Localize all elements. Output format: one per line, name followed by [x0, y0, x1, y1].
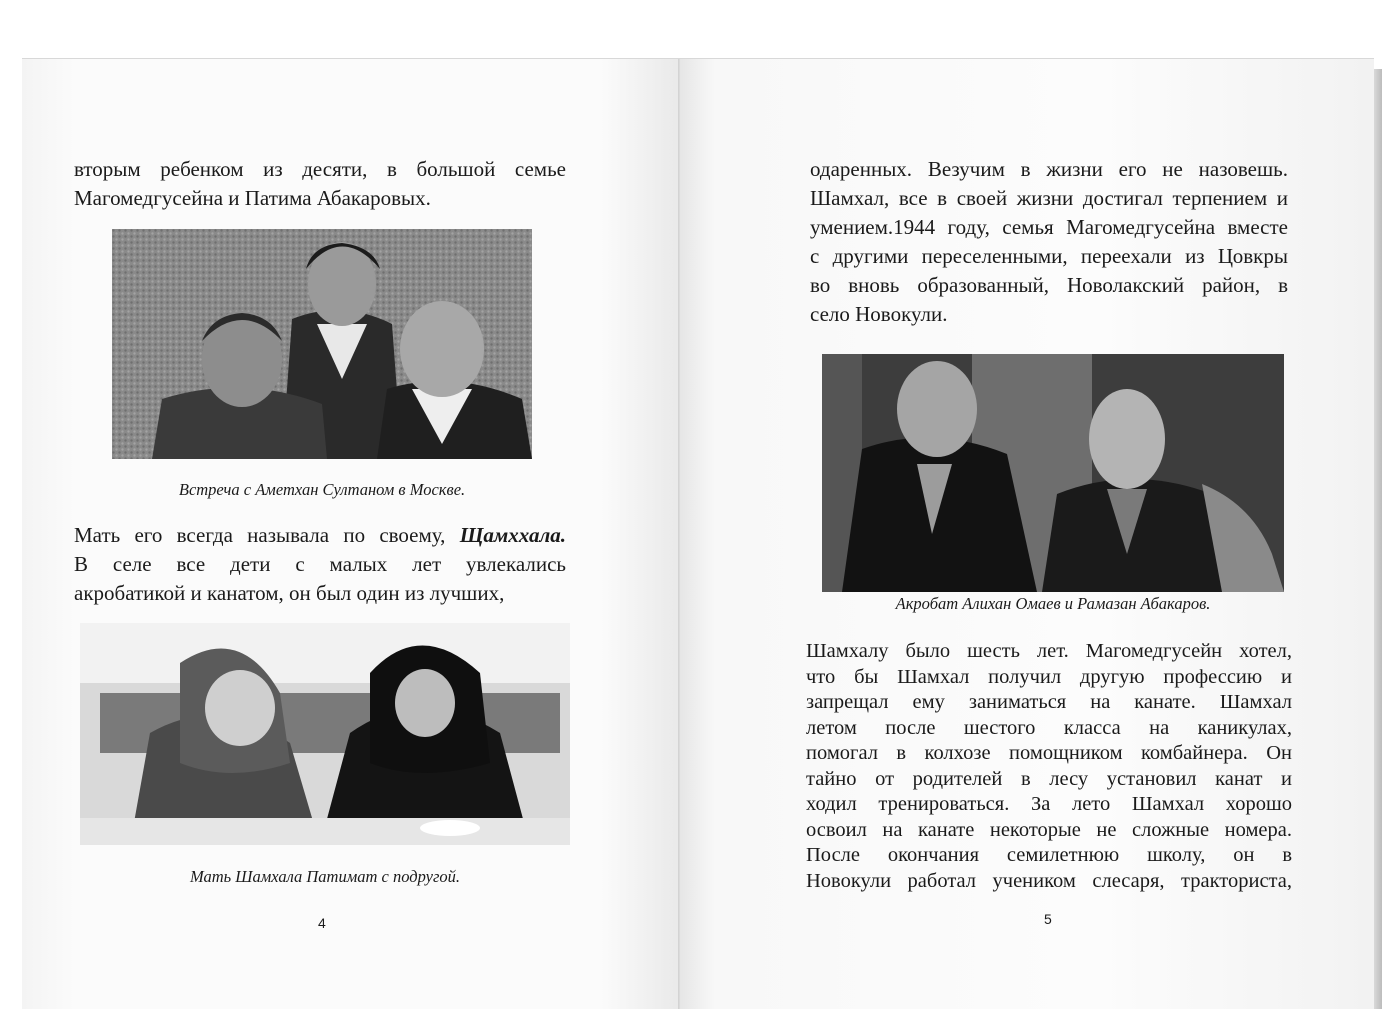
left-paragraph-1: [74, 155, 566, 213]
page-number-right: 5: [1044, 911, 1052, 927]
photo-caption-1: Встреча с Аметхан Султаном в Москве.: [178, 480, 466, 499]
right-paragraph-1: [810, 155, 1288, 329]
text-line: [74, 521, 566, 550]
photo-three-men: [112, 229, 532, 459]
text-line: летом после шестого класса на каникулах,: [806, 716, 1292, 739]
photo-two-women: [80, 623, 570, 845]
text-line: Шамхал, все в своей жизни достигал терпением и: [810, 186, 1288, 210]
text-span: Мать его всегда называла по своему,: [74, 523, 446, 547]
nickname-emphasis: Щамххала.: [459, 523, 566, 547]
text-line: акробатикой и канатом, он был один из лучших,: [74, 581, 505, 605]
page-edge: [1374, 69, 1382, 1009]
text-line: освоил на канате некоторые не сложные номера.: [806, 818, 1292, 841]
page-number-left: 4: [318, 915, 326, 931]
book-spread: [22, 58, 1374, 1009]
text-line: Магомедгусейна и Патима Абакаровых.: [74, 186, 431, 210]
text-line: одаренных. Везучим в жизни его не назовешь.: [810, 157, 1288, 181]
text-line: После окончания семилетнюю школу, он в: [806, 844, 1292, 866]
left-paragraph-2: [74, 521, 566, 608]
text-line: что бы Шамхал получил другую профессию и: [806, 665, 1292, 688]
text-line: вторым ребенком из десяти, в большой семье: [74, 157, 566, 181]
right-page: [680, 59, 1374, 1009]
photo-two-men: [822, 354, 1284, 592]
right-paragraph-2: [806, 639, 1292, 894]
text-line: тайно от родителей в лесу установил канат и: [806, 767, 1292, 790]
text-line: село Новокули.: [810, 302, 948, 326]
photo-caption-2: Мать Шамхала Патимат с подругой.: [189, 867, 461, 886]
text-line: помогал в колхозе помощником комбайнера. Он: [806, 742, 1292, 764]
text-line: умением.1944 году, семья Магомедгусейна вместе: [810, 215, 1288, 239]
text-line: Шамхалу было шесть лет. Магомедгусейн хотел,: [806, 640, 1292, 662]
text-line: запрещал ему заниматься на канате. Шамхал: [806, 691, 1292, 713]
text-line: с другими переселенными, переехали из Цовкры: [810, 244, 1288, 268]
text-line: во вновь образованный, Новолакский район, в: [810, 273, 1288, 297]
text-line: Новокули работал учеником слесаря, тракториста,: [806, 869, 1292, 892]
left-page: [22, 59, 680, 1009]
photo-caption-right: Акробат Алихан Омаев и Рамазан Абакаров.: [895, 594, 1211, 613]
text-line: В селе все дети с малых лет увлекались: [74, 552, 566, 576]
text-line: ходил тренироваться. За лето Шамхал хорошо: [806, 793, 1292, 815]
